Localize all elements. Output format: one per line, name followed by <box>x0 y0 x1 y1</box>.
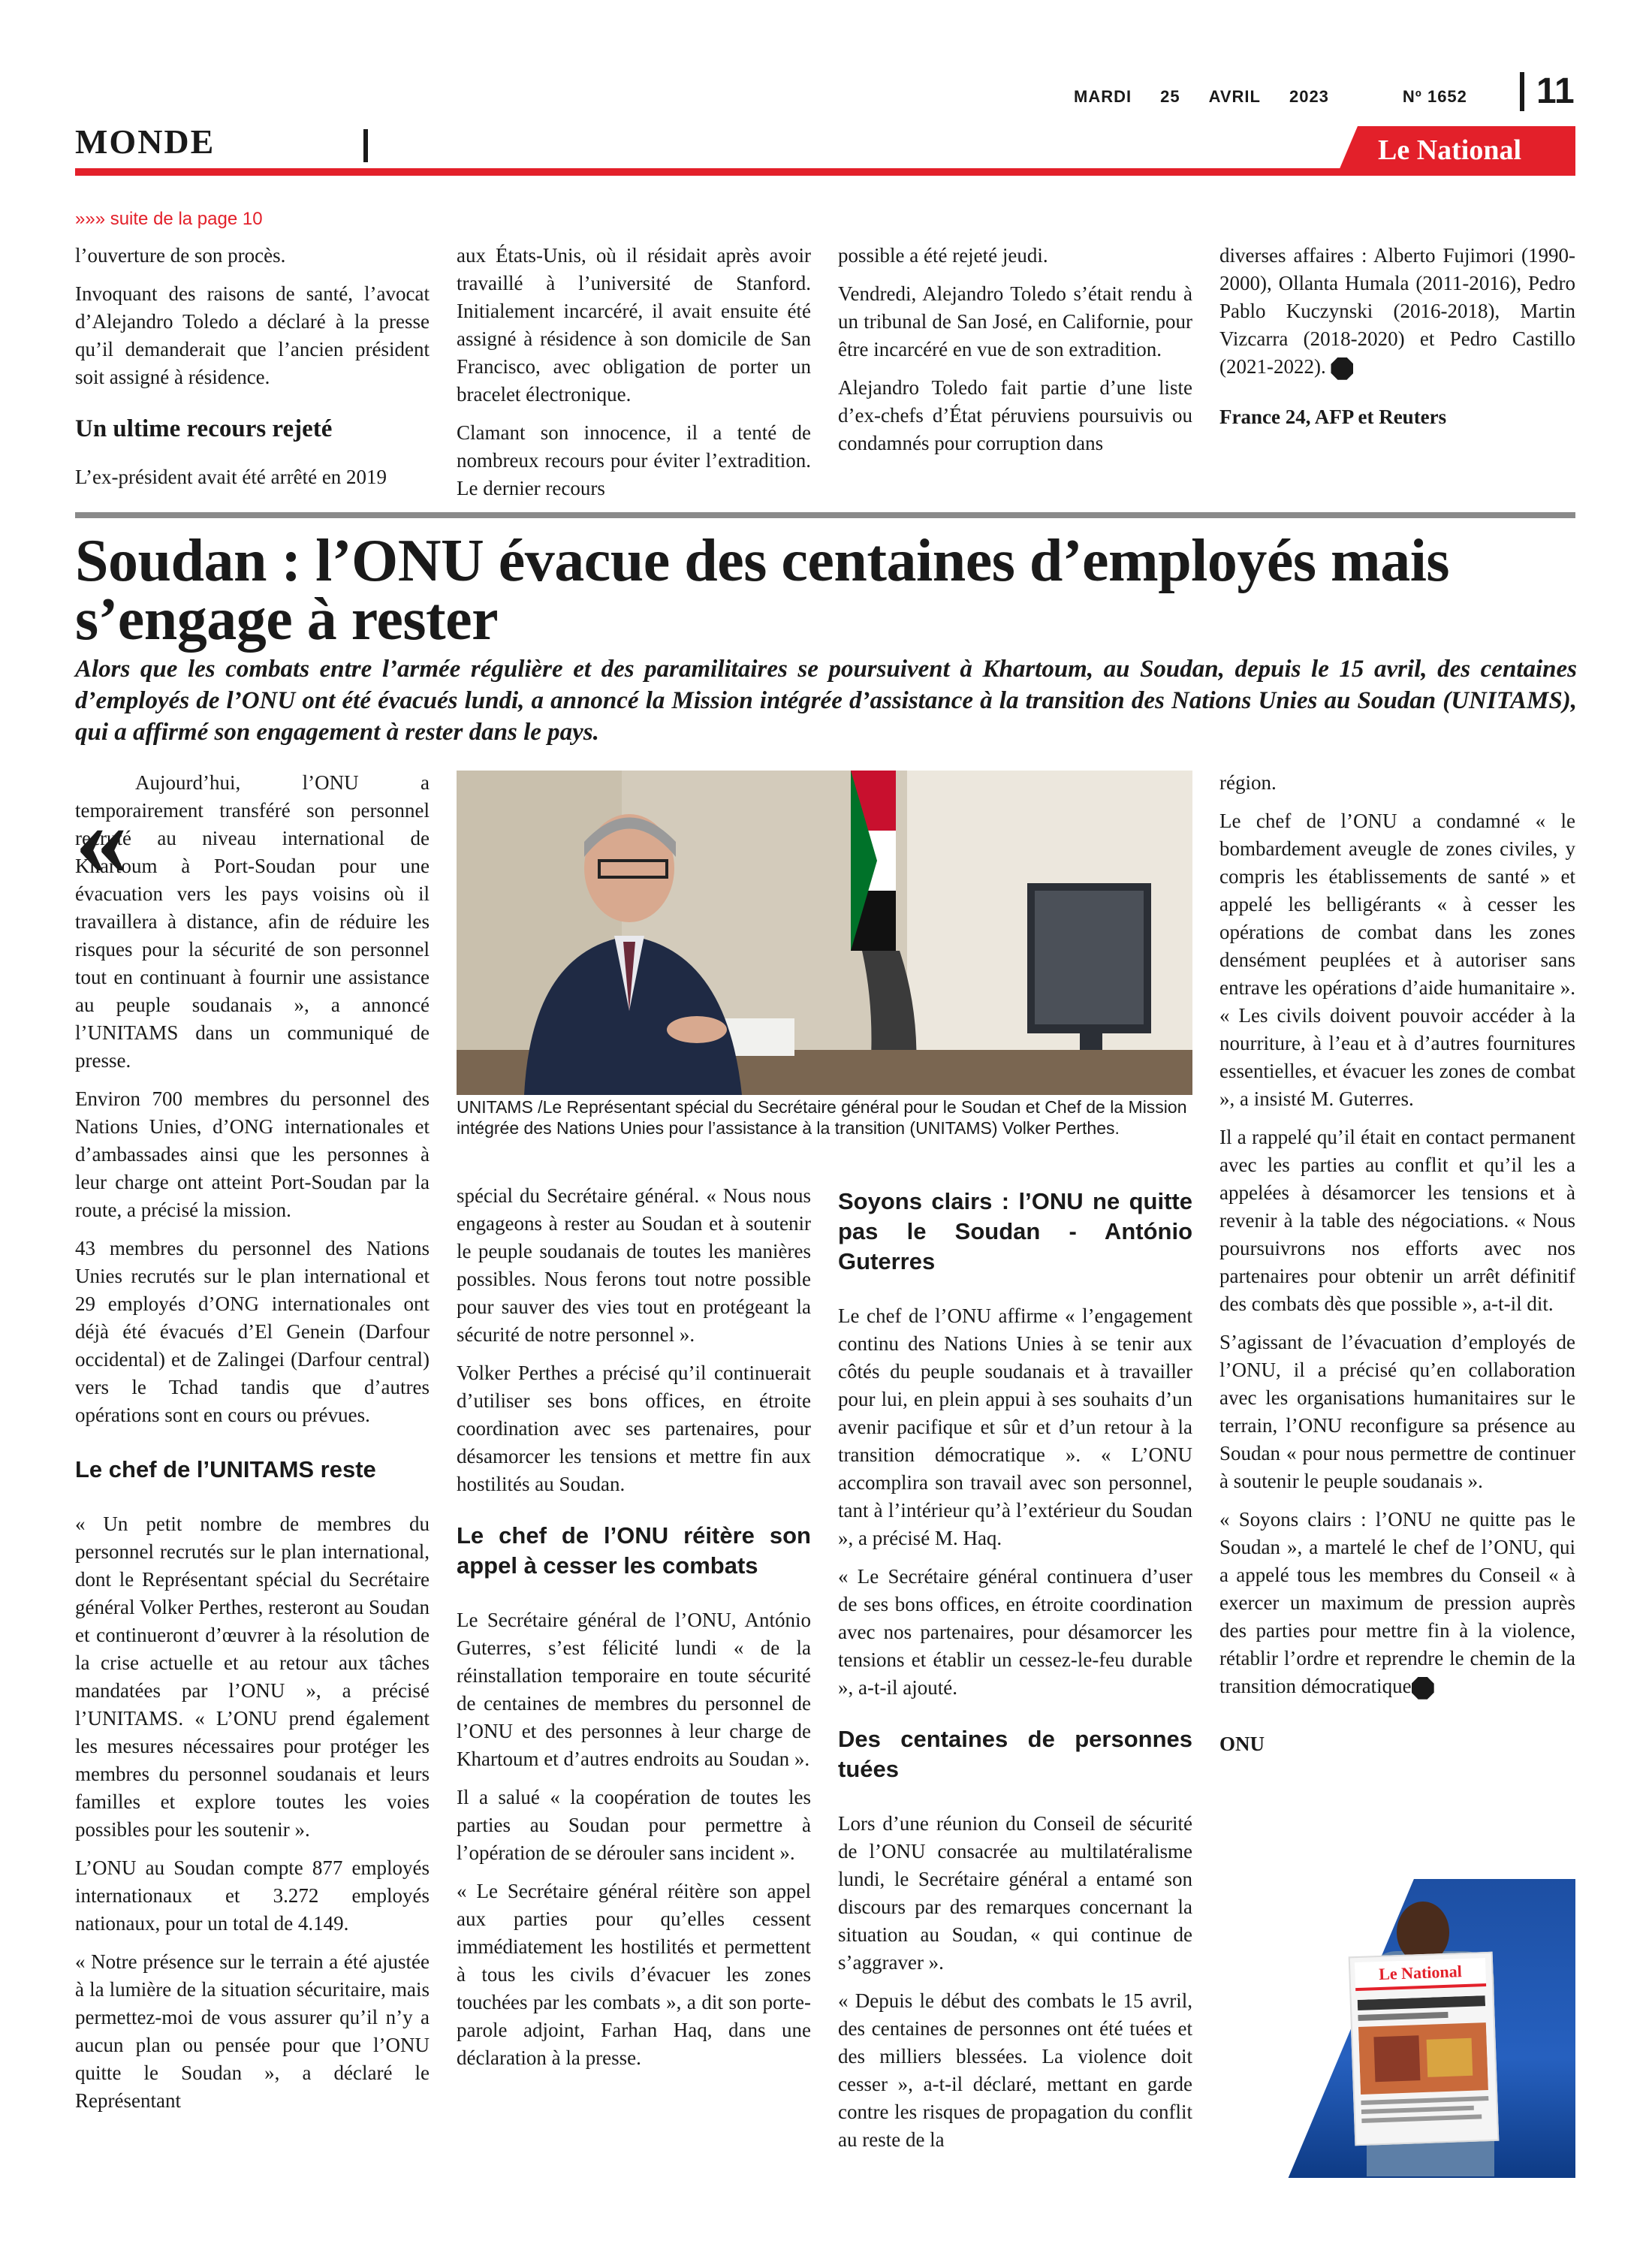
section-heading: Un ultime recours rejeté <box>75 415 333 442</box>
paragraph: « Le Secrétaire général réitère son appel aux parties pour qu’elles cessent immédiatement les hostilités et permettent à tous les civils d’évacuer les zones touchées par les combats », a dit son porte-parole adjoint, Farhan Haq, dans une déclaration à la presse. <box>457 1880 811 2069</box>
paragraph: région. <box>1219 771 1277 794</box>
section-title: MONDE <box>75 122 216 161</box>
paragraph: Il a salué « la coopération de toutes les parties au Soudan pour permettre à l’opération de se dérouler sans incident ». <box>457 1786 811 1864</box>
newspaper-advertisement <box>1216 1879 1575 2178</box>
paragraph: 43 membres du personnel des Nations Unies recrutés sur le plan international et 29 employés d’ONG internationales ont déjà été évacués d’El Genein (Darfour occidental) et de Zalingei (Darfour central) vers le Tchad tandis que d’autres opérations sont en cours ou prévues. <box>75 1237 430 1426</box>
brand-name: Le National <box>1378 134 1522 166</box>
ad-newspaper-content-icon <box>1358 1995 1490 2135</box>
paragraph: « Notre présence sur le terrain a été ajustée à la lumière de la situation sécuritaire, mais permettez-moi de vous assurer qu’il n’y a aucun plan ou pensée pour que l’ONU quitte le Soudan », a déclaré le Représentant <box>75 1950 430 2112</box>
article-headline: Soudan : l’ONU évacue des centaines d’employés mais s’engage à rester <box>75 528 1450 653</box>
photo-caption: UNITAMS /Le Représentant spécial du Secrétaire général pour le Soudan et Chef de la Mission intégrée des Nations Unies pour l’assistance à la transition (UNITAMS) Volker Perthes. <box>457 1097 1187 1138</box>
paragraph-text: diverses affaires : Alberto Fujimori (1990-2000), Ollanta Humala (2011-2016), Pedro Pablo Kuczynski (2016-2018), Martin Vizcarra (2018-2020) et Pedro Castillo (2021-2022). <box>1219 244 1575 378</box>
paragraph: Volker Perthes a précisé qu’il continuerait d’utiliser ses bons offices, en étroite coordination avec ses partenaires, pour désamorcer les tensions et mettre fin aux hostilités au Soudan. <box>457 1362 811 1495</box>
date-month: AVRIL <box>1208 87 1261 106</box>
paragraph: Vendredi, Alejandro Toledo s’était rendu à un tribunal de San José, en Californie, pour être incarcéré en vue de son extradition. <box>838 282 1192 360</box>
paragraph <box>1219 1506 1575 1700</box>
article-source: ONU <box>1219 1733 1265 1755</box>
ad-masthead: Le National <box>1355 1958 1486 1991</box>
issue-number: Nº 1652 <box>1402 87 1467 106</box>
opening-quote-mark: « <box>75 781 128 897</box>
prev-article-column-1 <box>75 242 430 502</box>
page-number-divider <box>1520 72 1524 111</box>
paragraph: Alejandro Toledo fait partie d’une liste d’ex-chefs d’État péruviens poursuivis ou condamnés pour corruption dans <box>838 376 1192 454</box>
section-heading: Le chef de l’UNITAMS reste <box>75 1456 376 1482</box>
paragraph: l’ouverture de son procès. <box>75 244 286 267</box>
paragraph: Clamant son innocence, il a tenté de nombreux recours pour éviter l’extradition. Le dernier recours <box>457 421 811 499</box>
paragraph-text: « Soyons clairs : l’ONU ne quitte pas le Soudan », a martelé le chef de l’ONU, qui a appelé tous les membres du Conseil « à exercer un maximum de pression auprès des parties pour mettre fin à la violence, rétablir l’ordre et reprendre le chemin de la transition démocratique <box>1219 1508 1575 1697</box>
continued-from-label: »»» suite de la page 10 <box>75 209 263 229</box>
article-source: France 24, AFP et Reuters <box>1219 406 1447 428</box>
paragraph: possible a été rejeté jeudi. <box>838 244 1048 267</box>
paragraph: Le chef de l’ONU affirme « l’engagement continu des Nations Unies à se tenir aux côtés du peuple soudanais et à travailler pour lui, en plein appui à ses souhaits d’un avenir pacifique et sûr et d’un retour à la transition démocratique ». « L’ONU accomplira son travail avec son personnel, tant à l’intérieur qu’à l’extérieur du Soudan », a précisé M. Haq. <box>838 1304 1192 1549</box>
ad-newspaper <box>1349 1952 1500 2146</box>
article-photo <box>457 771 1192 1095</box>
paragraph: « Depuis le début des combats le 15 avril, des centaines de personnes ont été tuées et des milliers blessées. La violence doit cesser », a-t-il déclaré, mettant en garde contre les risques de propagation du conflit au reste de la <box>838 1989 1192 2151</box>
section-heading: Des centaines de personnes tuées <box>838 1726 1192 1782</box>
paragraph <box>1219 242 1575 381</box>
paragraph: spécial du Secrétaire général. « Nous nous engageons à rester au Soudan et à soutenir le peuple soudanais de toutes les manières possibles. Nous ferons tout notre possible pour sauver des vies tout en protégeant la sécurité de notre personnel ». <box>457 1184 811 1346</box>
paragraph: L’ONU au Soudan compte 877 employés internationaux et 3.272 employés nationaux, pour un total de 4.149. <box>75 1856 430 1935</box>
date-year: 2023 <box>1289 87 1329 106</box>
section-divider <box>363 129 368 162</box>
article-separator <box>75 512 1575 518</box>
paragraph: Invoquant des raisons de santé, l’avocat d’Alejandro Toledo a déclaré à la presse qu’il demanderait que l’ancien président soit assigné à résidence. <box>75 282 430 388</box>
prev-article-column-2 <box>457 242 811 513</box>
paragraph: Il a rappelé qu’il était en contact permanent avec les parties au conflit et qu’il les a appelées à désamorcer les tensions et à revenir à la table des négociations. « Nous poursuivrons nos efforts avec nos partenaires pour obtenir un arrêt définitif des combats dès que possible », a-t-il dit. <box>1219 1126 1575 1315</box>
paragraph: Environ 700 membres du personnel des Nations Unies, d’ONG internationales et d’ambassades ainsi que les personnes à leur charge ont atteint Port-Soudan par la route, a précisé la mission. <box>75 1087 430 1221</box>
prev-article-column-4 <box>1219 242 1575 442</box>
end-of-article-icon <box>1331 357 1353 380</box>
section-heading: Soyons clairs : l’ONU ne quitte pas le Soudan - António Guterres <box>838 1188 1192 1274</box>
section-heading: Le chef de l’ONU réitère son appel à cesser les combats <box>457 1522 811 1579</box>
article-column-1 <box>75 769 430 2125</box>
paragraph: Lors d’une réunion du Conseil de sécurité de l’ONU consacrée au multilatéralisme lundi, le Secrétaire général a entamé son discours par des remarques concernant la situation au Soudan, « qui continue de s’aggraver ». <box>838 1812 1192 1974</box>
date-day: MARDI <box>1074 87 1132 106</box>
article-column-2 <box>457 1182 811 2083</box>
date-line <box>1074 87 1496 107</box>
date-num: 25 <box>1160 87 1180 106</box>
paragraph: aux États-Unis, où il résidait après avoir travaillé à l’université de Stanford. Initialement incarcéré, il avait ensuite été assigné à résidence à son domicile de San Francisco, avec obligation de porter un bracelet électronique. <box>457 244 811 406</box>
paragraph: Aujourd’hui, l’ONU a temporairement transféré son personnel recruté au niveau international de Khartoum à Port-Soudan pour une évacuation vers les pays voisins où il travaillera à distance, afin de réduire les risques pour la sécurité de son personnel tout en continuant à fournir une assistance au peuple soudanais », a annoncé l’UNITAMS dans un communiqué de presse. <box>75 771 430 1072</box>
article-column-4 <box>1219 769 1575 1769</box>
page-number: 11 <box>1536 71 1575 111</box>
paragraph: L’ex-président avait été arrêté en 2019 <box>75 466 387 488</box>
end-of-article-icon <box>1412 1677 1434 1700</box>
paragraph: Le Secrétaire général de l’ONU, António Guterres, s’est félicité lundi « de la réinstallation temporaire en toute sécurité de centaines de membres du personnel de l’ONU et des personnes à leur charge de Khartoum et d’autres endroits au Soudan ». <box>457 1609 811 1770</box>
paragraph: Le chef de l’ONU a condamné « le bombardement aveugle de zones civiles, y compris les établissements de santé » et appelé les belligérants « à cesser les opérations de combat dans les zones densément peuplées et à autoriser sans entrave les opérations d’aide humanitaire ». « Les civils doivent pouvoir accéder à la nourriture, à l’eau et à d’autres fournitures essentielles, et évacuer les zones de combat », a insisté M. Guterres. <box>1219 810 1575 1110</box>
article-column-3 <box>838 1187 1192 2164</box>
paragraph: « Le Secrétaire général continuera d’user de ses bons offices, en étroite coordination avec nos partenaires, pour désamorcer les tensions et établir un cessez-le-feu durable », a-t-il ajouté. <box>838 1565 1192 1699</box>
photo-illustration <box>457 771 1192 1095</box>
paragraph: S’agissant de l’évacuation d’employés de l’ONU, il a précisé qu’en collaboration avec les organisations humanitaires sur le terrain, l’ONU reconfigure sa présence au Soudan « pour nous permettre de continuer à soutenir le peuple soudanais ». <box>1219 1331 1575 1492</box>
prev-article-column-3 <box>838 242 1192 468</box>
paragraph: « Un petit nombre de membres du personnel recrutés sur le plan international, dont le Représentant spécial du Secrétaire général Volker Perthes, resteront au Soudan et continueront d’œuvrer à la résolution de la crise actuelle et au retour aux tâches mandatées par l’ONU », a précisé l’UNITAMS. « L’ONU prend également les mesures nécessaires pour protéger les membres du personnel soudanais et leurs familles et explore toutes les voies possibles pour les soutenir ». <box>75 1513 430 1841</box>
article-lead: Alors que les combats entre l’armée régulière et des paramilitaires se poursuivent à Khartoum, au Soudan, depuis le 15 avril, des centaines d’employés de l’ONU ont été évacués lundi, a annoncé la Mission intégrée d’assistance à la transition des Nations Unies au Soudan (UNITAMS), qui a affirmé son engagement à rester dans le pays. <box>75 656 1577 746</box>
